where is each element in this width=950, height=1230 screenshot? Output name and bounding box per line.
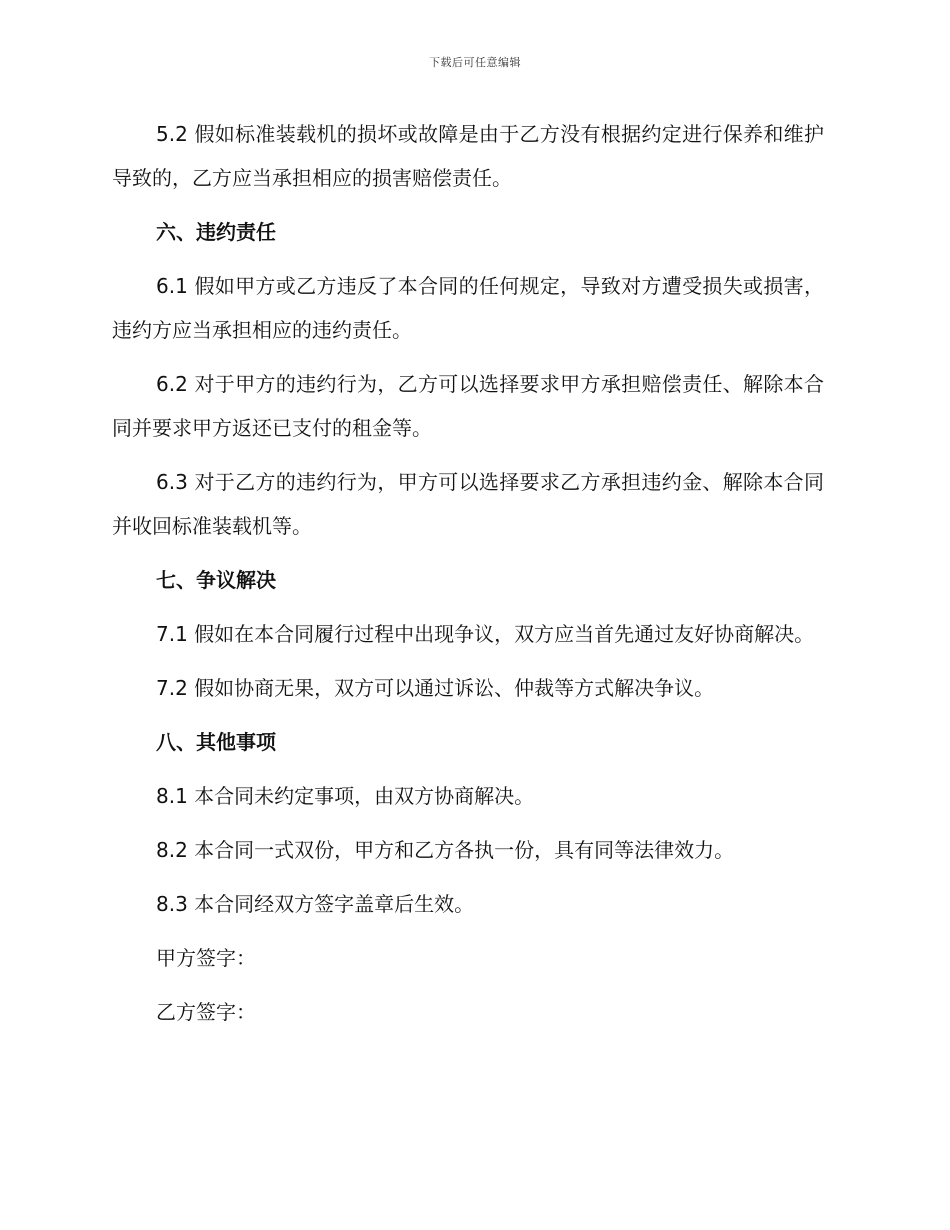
section-heading-breach: 六、违约责任 [156, 220, 276, 244]
clause-8-1: 8.1 本合同未约定事项，由双方协商解决。 [156, 784, 535, 808]
clause-5-2: 5.2 假如标准装载机的损坏或故障是由于乙方没有根据约定进行保养和维护导致的，乙方应当承担相应的损害赔偿责任。 [112, 122, 824, 190]
clause-7-2: 7.2 假如协商无果，双方可以通过诉讼、仲裁等方式解决争议。 [156, 676, 715, 700]
party-a-signature-label: 甲方签字： [156, 946, 256, 970]
section-heading-dispute: 七、争议解决 [156, 568, 276, 592]
party-b-signature-label: 乙方签字： [156, 1000, 256, 1024]
section-heading-other: 八、其他事项 [156, 730, 276, 754]
clause-7-1: 7.1 假如在本合同履行过程中出现争议，双方应当首先通过友好协商解决。 [156, 622, 815, 646]
clause-6-3: 6.3 对于乙方的违约行为，甲方可以选择要求乙方承担违约金、解除本合同并收回标准装载机等。 [112, 470, 824, 538]
document-body [112, 112, 824, 1044]
clause-6-2: 6.2 对于甲方的违约行为，乙方可以选择要求甲方承担赔偿责任、解除本合同并要求甲方返还已支付的租金等。 [112, 372, 824, 440]
header-note: 下载后可任意编辑 [429, 56, 521, 69]
clause-6-1: 6.1 假如甲方或乙方违反了本合同的任何规定，导致对方遭受损失或损害，违约方应当承担相应的违约责任。 [112, 274, 824, 342]
clause-8-3: 8.3 本合同经双方签字盖章后生效。 [156, 892, 475, 916]
clause-8-2: 8.2 本合同一式双份，甲方和乙方各执一份，具有同等法律效力。 [156, 838, 735, 862]
